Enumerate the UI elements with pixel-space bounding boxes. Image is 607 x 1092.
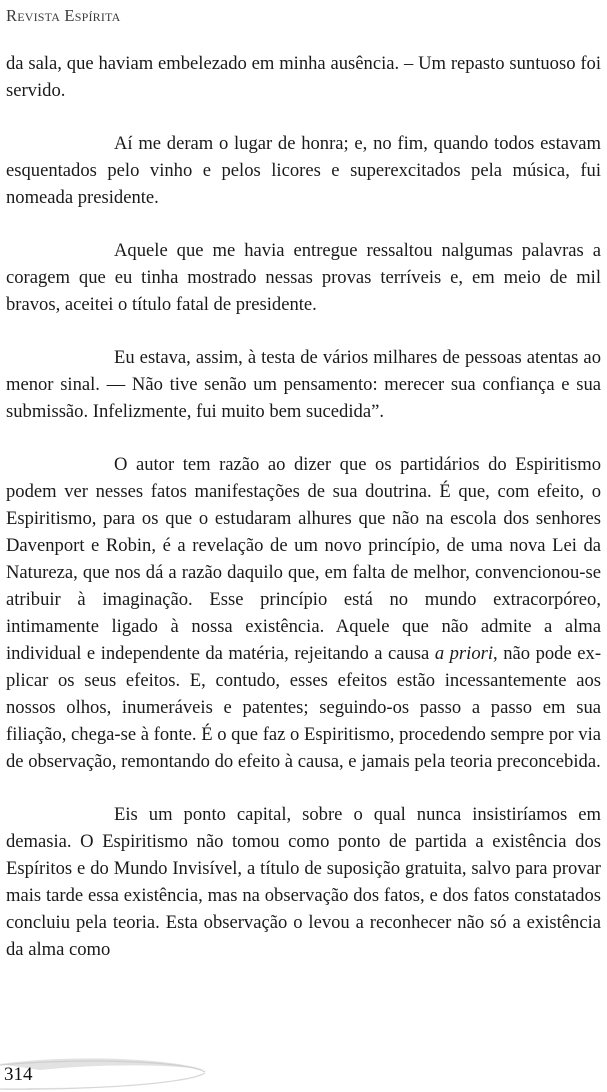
paragraph-5-text-a: O autor tem razão ao dizer que os partidários do Espiritismo podem ver nesses fatos manifestações de sua doutrina. É que, com efeito, o Espiritismo, para os que o estudaram alhures que não na escola dos senhores Davenport e Robin, é a revelação de um novo princípio, de uma nova Lei da Natureza, que nos dá a razão daquilo que, em falta de melhor, convencionou-se atribuir à imaginação. Esse princípio está no mundo extracorpóreo, intimamente ligado à nossa existência. Aquele que não admite a alma individual e independente da matéria, rejeitando a causa: [6, 454, 601, 664]
page-number: 314: [4, 1064, 33, 1085]
paragraph-5: [6, 451, 601, 775]
page-footer: [0, 1050, 607, 1092]
paragraph-2: Aí me deram o lugar de honra; e, no fim, quando todos estavam esquentados pelo vinho e pelos licores e superexcitados pela música, fui nomeada presidente.: [6, 133, 601, 208]
paragraph-3: Aquele que me havia entregue ressaltou nalgumas palavras a coragem que eu tinha mostrado nessas provas terríveis e, em meio de mil bravos, aceitei o título fatal de presidente.: [6, 240, 601, 315]
paragraph-5-text-b: , não pode explicar os seus efeitos. E, contudo, esses efeitos estão incessantemente aos nossos olhos, inumeráveis e patentes; seguindo-os passo a passo em sua filiação, chega-se à fonte. É o que faz o Espiritismo, procedendo sempre por via de observação, remontando do efeito à causa, e jamais pela teoria preconcebida.: [6, 643, 602, 772]
footer-swoosh-ornament: [0, 1050, 607, 1092]
page-body: [6, 50, 601, 989]
running-head: Revista Espírita: [6, 6, 121, 25]
paragraph-1: da sala, que haviam embelezado em minha ausência. – Um repasto suntuoso foi servido.: [6, 53, 601, 101]
paragraph-4: Eu estava, assim, à testa de vários milhares de pessoas atentas ao menor sinal. — Não tive senão um pensamento: merecer sua confiança e sua submissão. Infelizmente, fui muito bem sucedida”.: [6, 347, 601, 422]
paragraph-5-italic: a priori: [434, 643, 494, 664]
paragraph-6: Eis um ponto capital, sobre o qual nunca insistiríamos em demasia. O Espiritismo não tomou como ponto de partida a existência dos Espíritos e do Mundo Invisível, a título de suposição gratuita, salvo para provar mais tarde essa existência, mas na observação dos fatos, e dos fatos constatados concluiu pela teoria. Esta observação o levou a reconhecer não só a existência da alma como: [6, 804, 601, 960]
